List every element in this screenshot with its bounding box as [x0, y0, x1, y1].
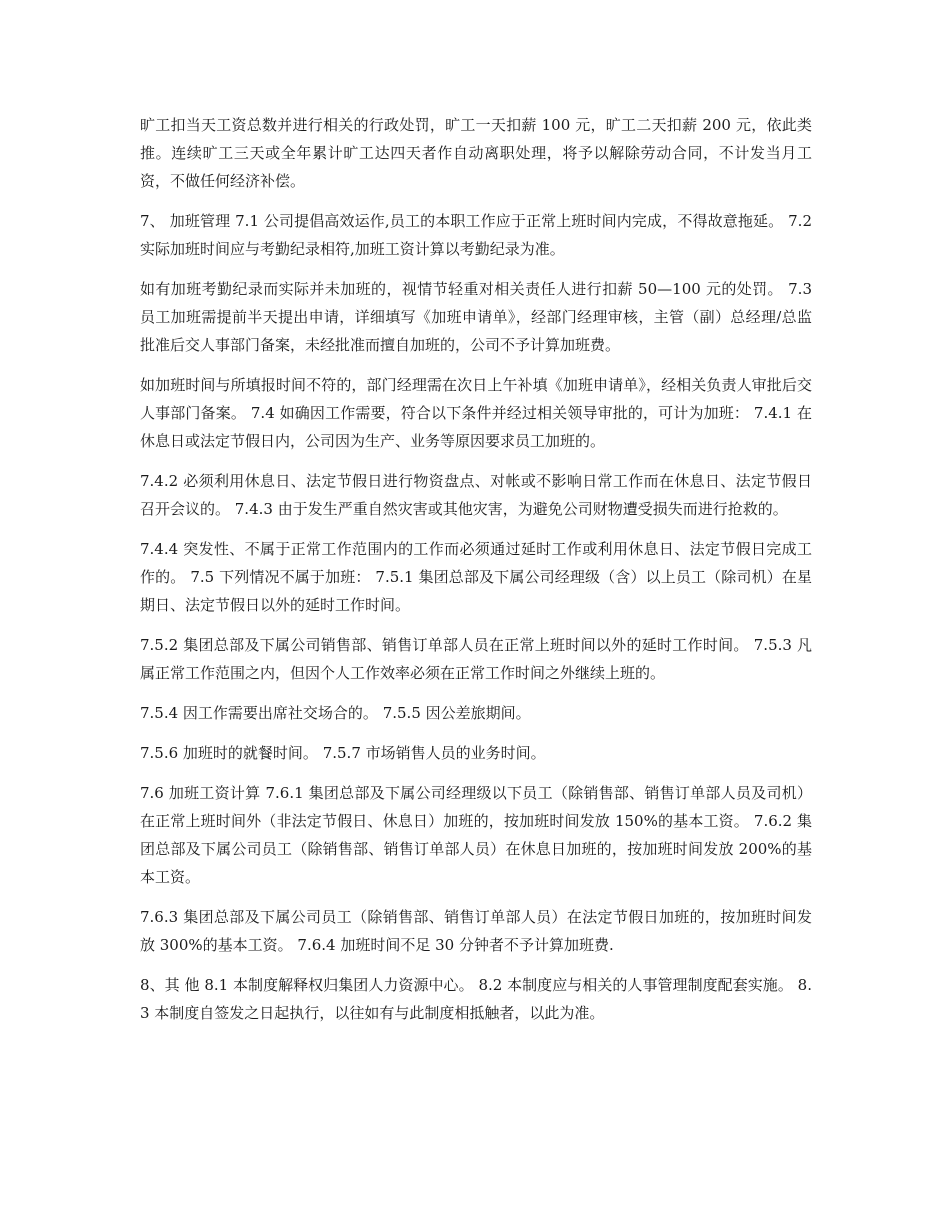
paragraph-social-travel: 7.5.4 因工作需要出席社交场合的。 7.5.5 因公差旅期间。: [140, 704, 531, 722]
document-body: [140, 111, 812, 1039]
paragraph-not-overtime: 7.4.4 突发性、不属于正常工作范围内的工作而必须通过延时工作或利用休息日、法定节假日完成工作的。 7.5 下列情况不属于加班： 7.5.1 集团总部及下属公司经理级（含）以上员工（除司机）在星期日、法定节假日以外的延时工作时间。: [140, 540, 812, 614]
paragraph-overtime-management: 7、 加班管理 7.1 公司提倡高效运作,员工的本职工作应于正常上班时间内完成，不得故意拖延。 7.2 实际加班时间应与考勤纪录相符,加班工资计算以考勤纪录为准。: [140, 212, 812, 258]
paragraph-overtime-conditions: 如加班时间与所填报时间不符的，部门经理需在次日上午补填《加班申请单》，经相关负责人审批后交人事部门备案。 7.4 如确因工作需要，符合以下条件并经过相关领导审批的，可计为加班： 7.4.1 在休息日或法定节假日内，公司因为生产、业务等原因要求员工加班的。: [140, 376, 812, 450]
paragraph-holiday-pay: 7.6.3 集团总部及下属公司员工（除销售部、销售订单部人员）在法定节假日加班的，按加班时间发放 300%的基本工资。 7.6.4 加班时间不足 30 分钟者不予计算加班费.: [140, 908, 812, 954]
paragraph-other-provisions: 8、其 他 8.1 本制度解释权归集团人力资源中心。 8.2 本制度应与相关的人事管理制度配套实施。 8.3 本制度自签发之日起执行，以往如有与此制度相抵触者，以此为准。: [140, 976, 812, 1022]
paragraph-sales-staff: 7.5.2 集团总部及下属公司销售部、销售订单部人员在正常上班时间以外的延时工作时间。 7.5.3 凡属正常工作范围之内，但因个人工作效率必须在正常工作时间之外继续上班的。: [140, 636, 812, 682]
paragraph-absenteeism-penalty: 旷工扣当天工资总数并进行相关的行政处罚，旷工一天扣薪 100 元，旷工二天扣薪 200 元，依此类推。连续旷工三天或全年累计旷工达四天者作自动离职处理，将予以解除劳动合同，不计发当月工资，不做任何经济补偿。: [140, 116, 812, 190]
paragraph-meal-business-time: 7.5.6 加班时的就餐时间。 7.5.7 市场销售人员的业务时间。: [140, 744, 546, 762]
paragraph-overtime-pay: 7.6 加班工资计算 7.6.1 集团总部及下属公司经理级以下员工（除销售部、销售订单部人员及司机）在正常上班时间外（非法定节假日、休息日）加班的，按加班时间发放 150%的基本工资。 7.6.2 集团总部及下属公司员工（除销售部、销售订单部人员）在休息日加班的，按加班时间发放 200%的基本工资。: [140, 784, 812, 886]
paragraph-overtime-inventory: 7.4.2 必须利用休息日、法定节假日进行物资盘点、对帐或不影响日常工作而在休息日、法定节假日召开会议的。 7.4.3 由于发生严重自然灾害或其他灾害，为避免公司财物遭受损失而进行抢救的。: [140, 472, 812, 518]
paragraph-overtime-application: 如有加班考勤纪录而实际并未加班的，视情节轻重对相关责任人进行扣薪 50—100 元的处罚。 7.3 员工加班需提前半天提出申请，详细填写《加班申请单》，经部门经理审核，主管（副）总经理/总监批准后交人事部门备案，未经批准而擅自加班的，公司不予计算加班费。: [140, 280, 812, 354]
